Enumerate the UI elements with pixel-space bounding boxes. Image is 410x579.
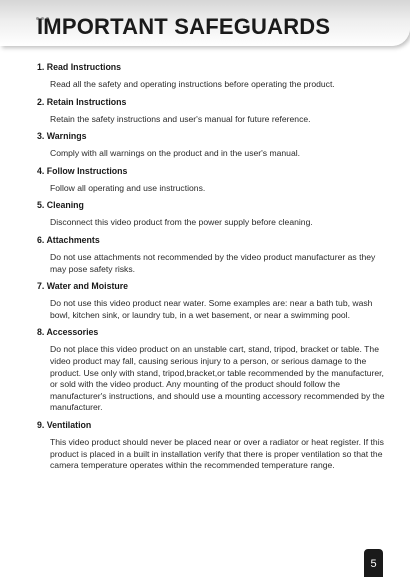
item-body: Do not use attachments not recommended by the video product manufacturer as they may pose safety risks. bbox=[50, 251, 376, 274]
item-heading: 9. Ventilation bbox=[37, 419, 92, 430]
decorative-dots bbox=[36, 7, 52, 13]
safeguard-item-follow-instructions bbox=[37, 165, 387, 195]
safeguard-item-retain-instructions bbox=[37, 96, 387, 126]
safeguard-item-attachments bbox=[37, 234, 387, 275]
item-heading: 5. Cleaning bbox=[37, 200, 84, 211]
safeguard-item-read-instructions bbox=[37, 61, 387, 91]
item-body: Do not place this video product on an unstable cart, stand, tripod, bracket or table. The video product may fall, causing serious injury to a person, or serious damage to the product. Use only with stand, tripod,bracket,or table recommended by the manufacturer, or sold with the video product. Any mounting of the product should follow the manufacturer's instructions, and should use a mounting accessory recommended by the manufacturer. bbox=[50, 344, 385, 413]
item-heading: 7. Water and Moisture bbox=[37, 281, 129, 292]
item-body: Retain the safety instructions and user's manual for future reference. bbox=[50, 113, 311, 124]
page-title: IMPORTANT SAFEGUARDS bbox=[37, 14, 331, 39]
item-body: Disconnect this video product from the power supply before cleaning. bbox=[50, 217, 313, 228]
item-body: Do not use this video product near water. Some examples are: near a bath tub, wash bowl, kitchen sink, or laundry tub, in a wet basement, or near a swimming pool. bbox=[50, 298, 373, 320]
safeguard-item-water-moisture bbox=[37, 280, 387, 321]
item-heading: 2. Retain Instructions bbox=[37, 96, 127, 107]
page-number: 5 bbox=[364, 549, 383, 577]
item-heading: 8. Accessories bbox=[37, 327, 99, 338]
item-body: Follow all operating and use instructions. bbox=[50, 182, 206, 193]
safeguard-item-cleaning bbox=[37, 199, 387, 229]
item-heading: 4. Follow Instructions bbox=[37, 165, 128, 176]
item-body: Read all the safety and operating instructions before operating the product. bbox=[50, 79, 335, 89]
safeguard-item-ventilation bbox=[37, 419, 387, 472]
safeguard-item-accessories bbox=[37, 326, 387, 414]
page-header bbox=[0, 0, 410, 46]
item-body: Comply with all warnings on the product and in the user's manual. bbox=[50, 148, 301, 159]
item-heading: 3. Warnings bbox=[37, 131, 87, 142]
safeguards-list bbox=[37, 61, 387, 477]
item-body: This video product should never be placed near or over a radiator or heat register. If this product is placed in a built in installation verify that there is proper ventilation so that the camera temperature operates within the recommended temperature range. bbox=[50, 436, 384, 471]
item-heading: 1. Read Instructions bbox=[37, 62, 122, 72]
safeguard-item-warnings bbox=[37, 130, 387, 160]
item-heading: 6. Attachments bbox=[37, 234, 100, 245]
